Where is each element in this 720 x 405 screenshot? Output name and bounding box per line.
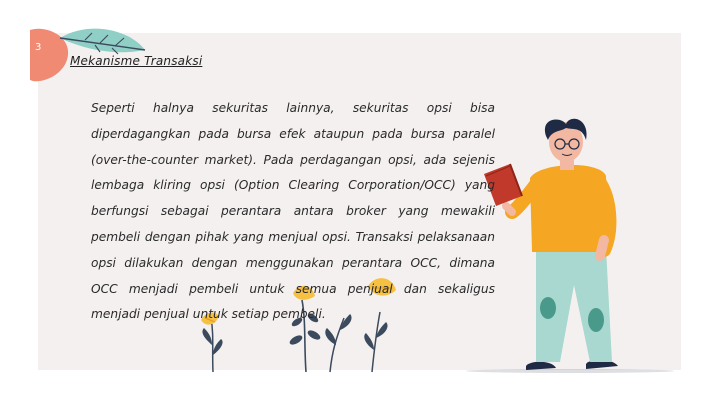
reading-man-illustration — [466, 119, 674, 373]
coral-leaf-icon — [30, 29, 68, 82]
page-number: 3 — [35, 42, 42, 53]
slide-body-text: Seperti halnya sekuritas lainnya, sekuritas opsi bisa diperdagangkan pada bursa efek ataupun pada bursa paralel (over-the-counter market). Pada perdagangan opsi, ada sejenis lembaga kliring opsi (Option Clearing Corporation/OCC) yang berfungsi sebagai perantara antara broker yang mewakili pembeli dengan pihak yang menjual opsi. Transaksi pelaksanaan opsi dilakukan dengan menggunakan perantara OCC, dimana OCC menjadi pembeli untuk semua penjual dan sekaligus menjadi penjual untuk setiap pembeli. — [91, 101, 495, 322]
slide-title: Mekanisme Transaksi — [70, 54, 203, 68]
teal-leaf-icon — [60, 29, 145, 54]
